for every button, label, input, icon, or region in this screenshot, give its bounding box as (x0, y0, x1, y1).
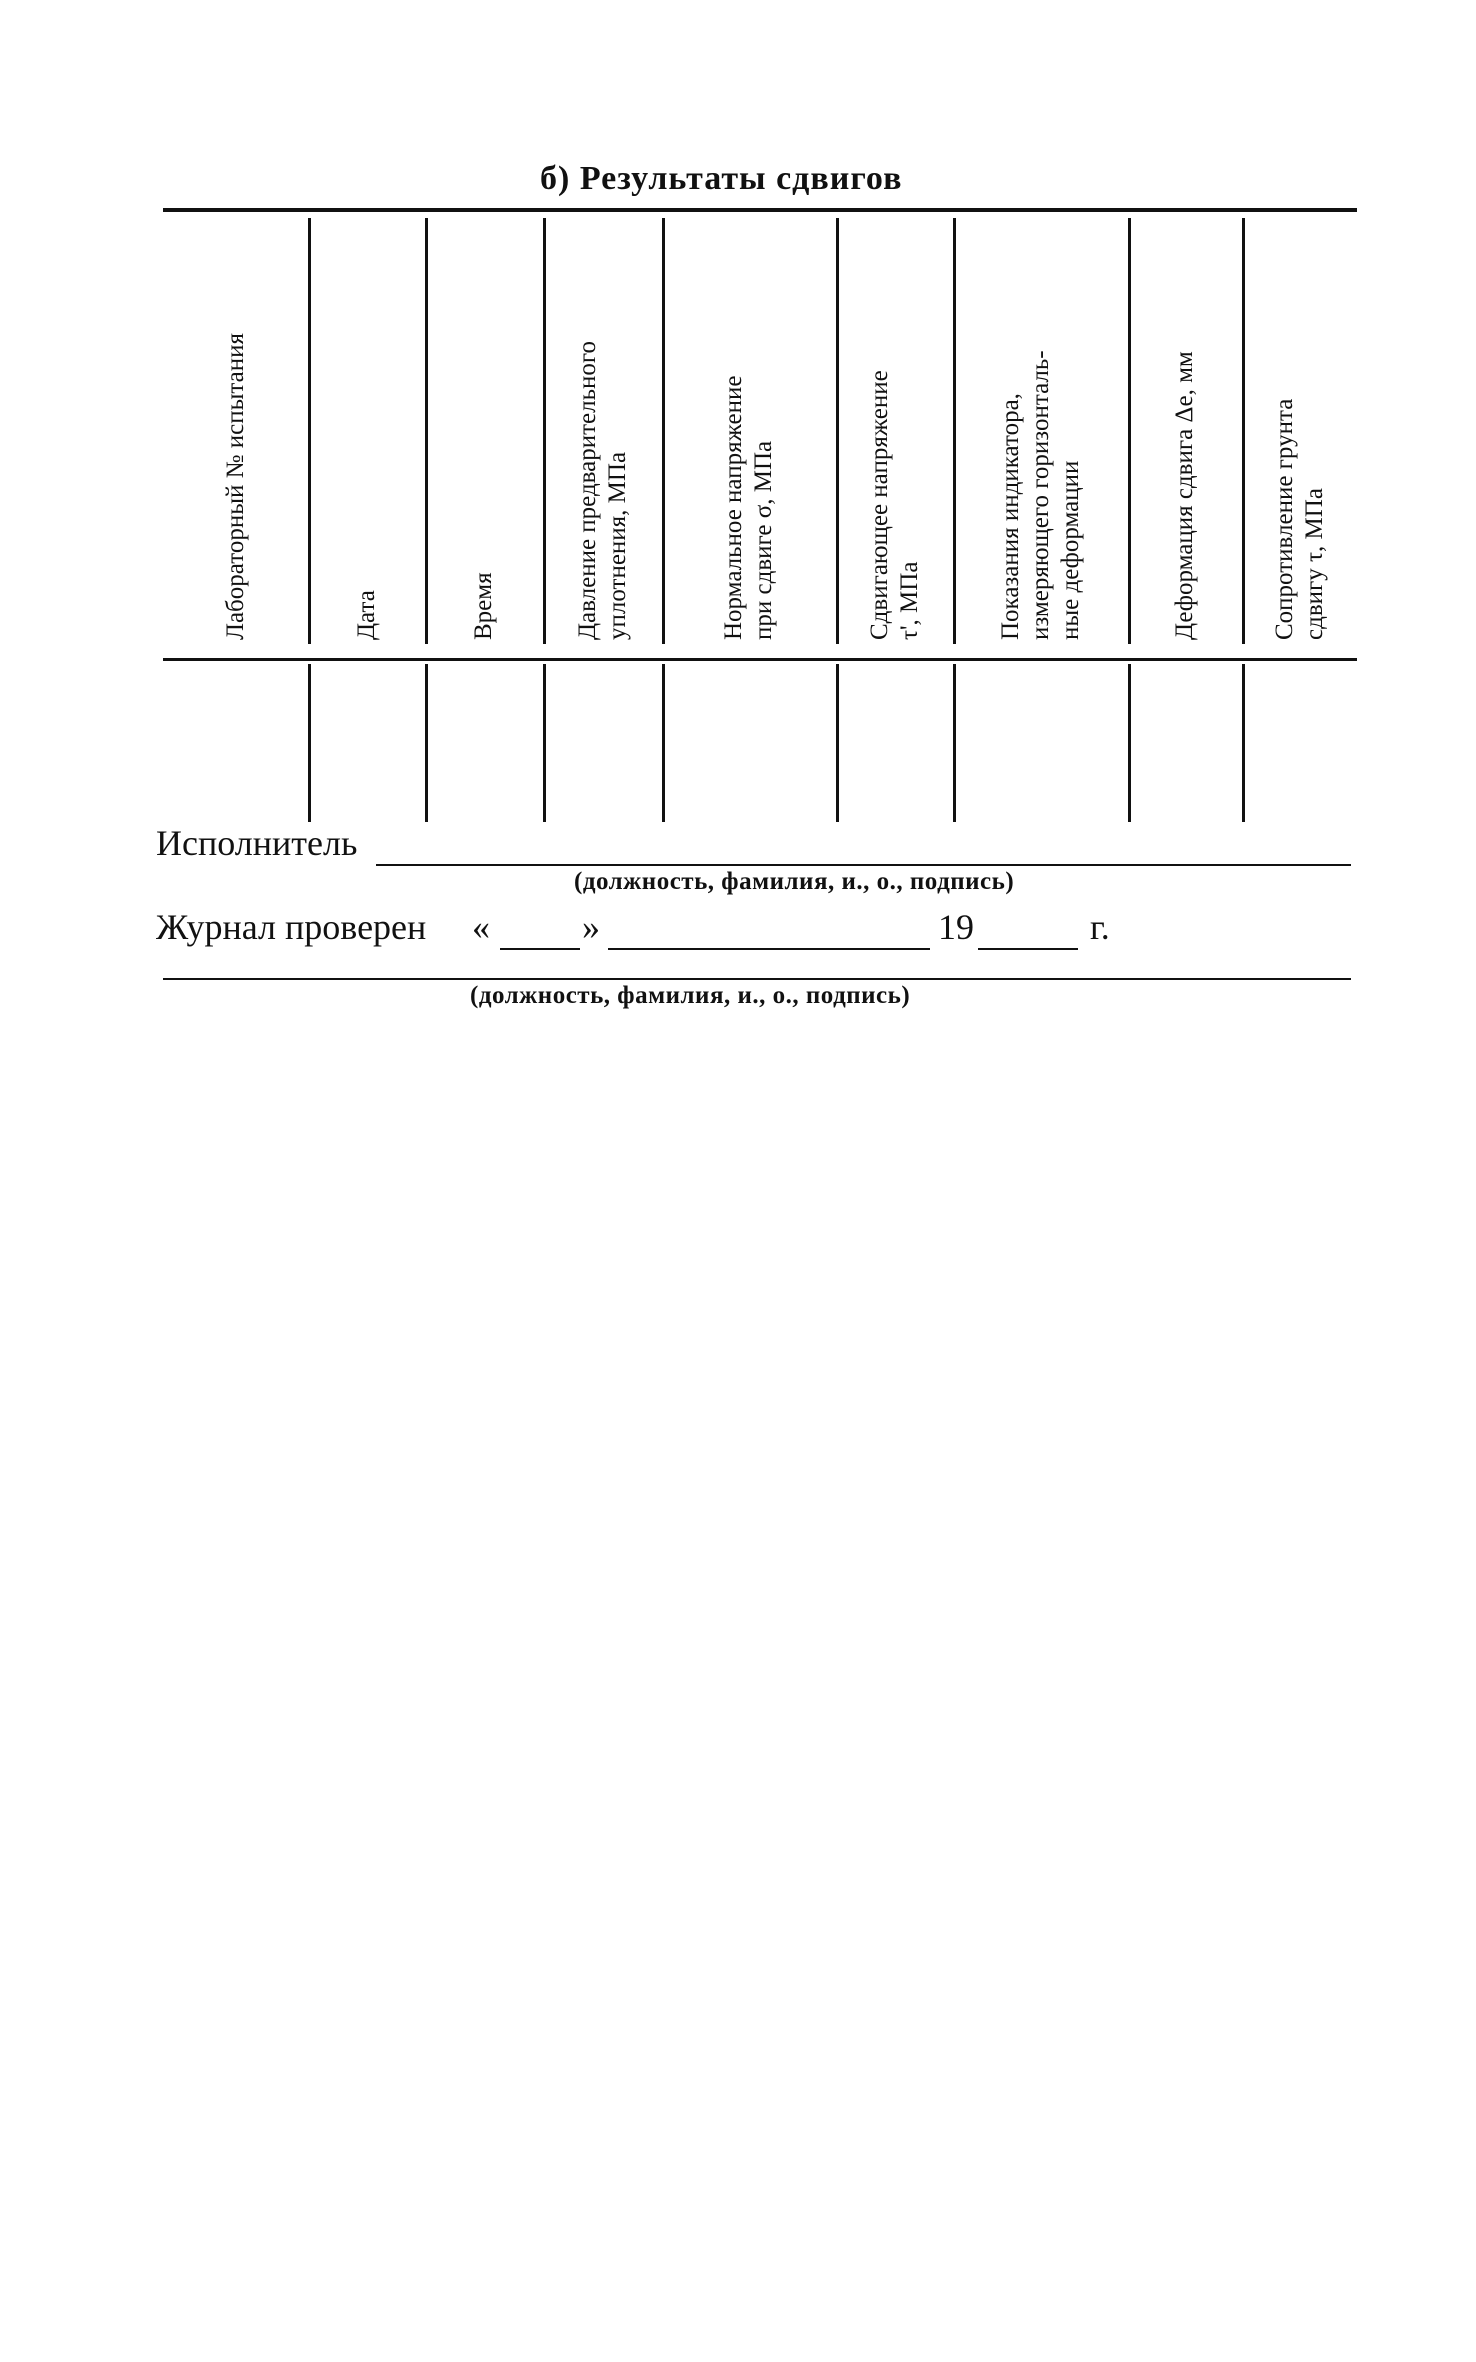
column-header-7 (953, 220, 1128, 644)
column-header-line: Нормальное напряжение (720, 375, 747, 640)
executor-signature-line[interactable] (376, 864, 1351, 866)
checker-signature-line[interactable] (163, 978, 1351, 980)
column-header-line: сдвигу τ, МПа (1300, 488, 1328, 640)
journal-label: Журнал проверен (156, 907, 427, 947)
column-header-8 (1128, 220, 1242, 644)
column-divider-3 (543, 664, 546, 822)
executor-hint: (должность, фамилия, и., о., подпись) (574, 868, 1015, 895)
column-header-line: Лабораторный № испытания (221, 333, 249, 640)
column-header-line: при сдвиге σ, МПа (750, 440, 777, 640)
column-header-4 (543, 220, 662, 644)
column-header-9 (1242, 220, 1357, 644)
column-divider-8 (1242, 664, 1245, 822)
year-field[interactable] (978, 948, 1078, 950)
column-header-line: Сопротивление грунта (1270, 398, 1298, 640)
column-header-line: Давление предварительного (573, 340, 601, 640)
column-header-5 (662, 220, 836, 644)
column-header-line: Показания индикатора, (996, 393, 1024, 640)
executor-label: Исполнитель (156, 823, 358, 863)
column-header-line: ные деформации (1056, 460, 1084, 640)
column-divider-5 (836, 664, 839, 822)
column-header-line: измеряющего горизонталь- (1026, 350, 1054, 640)
day-field[interactable] (500, 948, 580, 950)
checker-hint: (должность, фамилия, и., о., подпись) (470, 982, 911, 1009)
column-divider-7 (1128, 664, 1131, 822)
column-divider-6 (953, 664, 956, 822)
column-header-2 (308, 220, 425, 644)
column-header-line: уплотнения, МПа (603, 451, 631, 640)
column-header-6 (836, 220, 953, 644)
column-header-line: Дата (352, 590, 380, 640)
column-header-3 (425, 220, 543, 644)
column-header-line: τ', МПа (895, 561, 923, 640)
table-top-rule (163, 208, 1357, 212)
column-header-line: Сдвигающее напряжение (865, 370, 893, 640)
column-header-line: Время (470, 572, 497, 640)
year-prefix: 19 (938, 907, 974, 947)
month-field[interactable] (608, 948, 930, 950)
year-suffix: г. (1090, 907, 1110, 947)
table-header-rule (163, 658, 1357, 661)
quote-close: » (582, 907, 600, 947)
column-divider-1 (308, 664, 311, 822)
column-header-1 (163, 220, 308, 644)
column-header-line: Деформация сдвига Δe, мм (1171, 351, 1198, 640)
quote-open: « (472, 907, 490, 947)
table-title: б) Результаты сдвигов (540, 160, 903, 197)
column-divider-4 (662, 664, 665, 822)
column-divider-2 (425, 664, 428, 822)
